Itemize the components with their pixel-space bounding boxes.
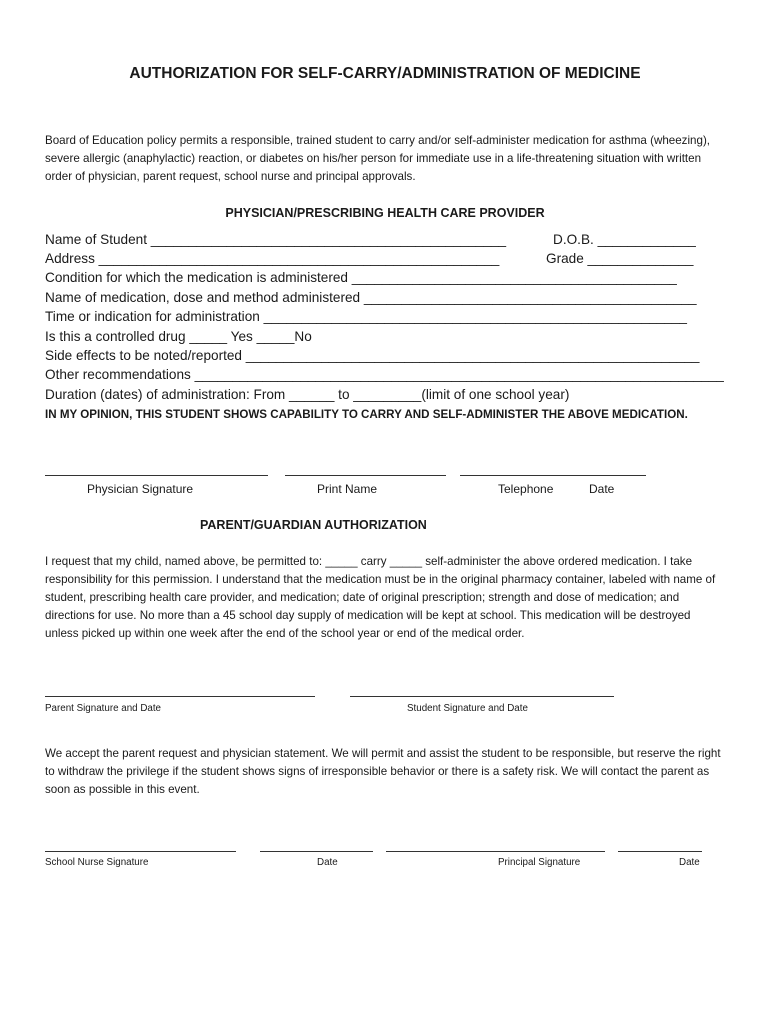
telephone-label: Telephone — [498, 482, 554, 496]
parent-authorization-text: I request that my child, named above, be permitted to: _____ carry _____ self-administer the above ordered medication. I take responsibility for this permission. I understand that the medication must be in the original pharmacy container, labeled with name of student, prescribing health care provider, and medication; date of original prescription; strength and dose of medication; and directions for use. No more than a 45 school day supply of medication will be kept at school. This medication will be destroyed unless picked up within one week after the end of the school year or end of the medical order. — [45, 555, 716, 640]
condition-field[interactable]: Condition for which the medication is administered ___________________________________________ — [45, 270, 677, 285]
address-field[interactable]: Address _____________________________________________________ — [45, 251, 500, 266]
dob-field[interactable]: D.O.B. _____________ — [553, 232, 696, 247]
print-name-line[interactable] — [285, 475, 446, 476]
policy-intro: Board of Education policy permits a responsible, trained student to carry and/or self-administer medication for asthma (wheezing), severe allergic (anaphylactic) reaction, or diabetes on his/her person for immediate use in a life-threatening situation with written order of physician, parent request, school nurse and principal approvals. — [45, 134, 711, 183]
form-title: AUTHORIZATION FOR SELF-CARRY/ADMINISTRATION OF MEDICINE — [129, 65, 641, 82]
physician-date-label: Date — [589, 482, 615, 496]
parent-signature-label: Parent Signature and Date — [45, 703, 162, 714]
administration-time-field[interactable]: Time or indication for administration ________________________________________________________ — [45, 309, 687, 324]
other-recommendations-field[interactable]: Other recommendations ______________________________________________________________________ — [45, 367, 724, 382]
side-effects-field[interactable]: Side effects to be noted/reported ____________________________________________________________ — [45, 348, 700, 363]
physician-signature-line[interactable] — [45, 475, 268, 476]
nurse-signature-label: School Nurse Signature — [45, 857, 149, 868]
student-name-field[interactable]: Name of Student _______________________________________________ — [45, 232, 507, 247]
principal-date-line[interactable] — [618, 851, 702, 852]
physician-signature-label: Physician Signature — [87, 482, 194, 496]
parent-section-heading: PARENT/GUARDIAN AUTHORIZATION — [200, 518, 427, 532]
principal-signature-label: Principal Signature — [498, 857, 581, 868]
principal-date-label: Date — [679, 857, 700, 868]
controlled-drug-field[interactable]: Is this a controlled drug _____ Yes _____No — [45, 329, 312, 344]
medication-field[interactable]: Name of medication, dose and method administered ____________________________________________ — [45, 290, 697, 305]
duration-field[interactable]: Duration (dates) of administration: From ______ to _________(limit of one school year) — [45, 387, 570, 402]
nurse-date-line[interactable] — [260, 851, 373, 852]
nurse-signature-line[interactable] — [45, 851, 236, 852]
physician-section-heading: PHYSICIAN/PRESCRIBING HEALTH CARE PROVIDER — [225, 206, 545, 220]
principal-signature-line[interactable] — [386, 851, 605, 852]
nurse-date-label: Date — [317, 857, 338, 868]
grade-field[interactable]: Grade ______________ — [546, 251, 694, 266]
physician-opinion-statement: IN MY OPINION, THIS STUDENT SHOWS CAPABILITY TO CARRY AND SELF-ADMINISTER THE ABOVE MEDICATION. — [45, 408, 688, 421]
print-name-label: Print Name — [317, 482, 378, 496]
school-acceptance-text: We accept the parent request and physician statement. We will permit and assist the student to be responsible, but reserve the right to withdraw the privilege if the student shows signs of irresponsible behavior or there is a safety risk. We will contact the parent as soon as possible in this event. — [45, 747, 721, 796]
telephone-date-line[interactable] — [460, 475, 646, 476]
student-signature-line[interactable] — [350, 696, 614, 697]
parent-signature-line[interactable] — [45, 696, 315, 697]
student-signature-label: Student Signature and Date — [407, 703, 528, 714]
